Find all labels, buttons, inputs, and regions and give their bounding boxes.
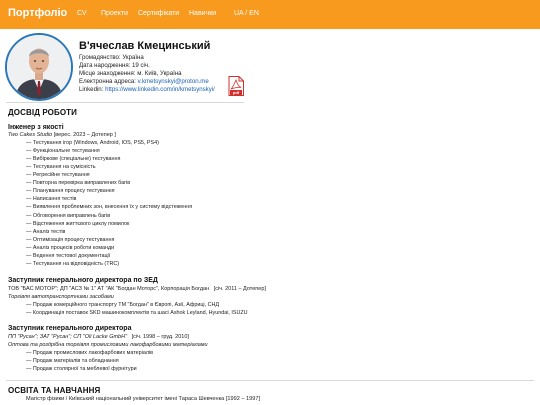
profile-email-row bbox=[79, 78, 209, 86]
task-item: — Повторна перевірка виправлених багів bbox=[26, 180, 130, 187]
nav-link-language[interactable]: UA / EN bbox=[234, 10, 259, 17]
job-1-meta bbox=[8, 132, 116, 139]
task-item: — Виявлення проблемних зон, внесення їх у систему відстеження bbox=[26, 204, 192, 211]
job-3-title: Заступник генерального директора bbox=[8, 325, 132, 332]
profile-name: В'ячеслав Кмецинський bbox=[79, 40, 211, 52]
linkedin-label: Linkedin: bbox=[79, 86, 106, 93]
pdf-icon-label: pdf bbox=[232, 90, 240, 95]
task-item: — Відстеження життєвого циклу помилок bbox=[26, 221, 129, 228]
education-divider bbox=[6, 380, 534, 381]
job-2-period: [січ. 2011 – Дотепер] bbox=[213, 286, 266, 292]
nav-link-certificates[interactable]: Сертифікати bbox=[138, 10, 180, 17]
education-section-title: ОСВІТА ТА НАВЧАННЯ bbox=[8, 386, 101, 395]
task-item: — Продаж столярної та меблевої фурнітури bbox=[26, 366, 137, 373]
task-item: — Аналіз тестів bbox=[26, 229, 65, 236]
job-3-period: [січ. 1998 – груд. 2010] bbox=[131, 334, 189, 340]
experience-section-title: ДОСВІД РОБОТИ bbox=[8, 108, 77, 117]
job-2-industry-text: Торгівля автотранспортними засобами bbox=[8, 294, 114, 300]
task-item: — Тестування на відповідність (TRC) bbox=[26, 261, 119, 268]
task-item: — Продаж комерційного транспорту ТМ "Богдан" в Європі, Азії, Африці, СНД bbox=[26, 302, 219, 309]
education-entry: Магістр фізики / Київський національний університет імені Тараса Шевченка [1992 – 1997] bbox=[26, 396, 261, 402]
email-label: Електронна адреса: bbox=[79, 78, 138, 85]
profile-location: Місце знаходження: м. Київ, Україна bbox=[79, 70, 182, 77]
nav-link-projects[interactable]: Проекти bbox=[101, 10, 128, 17]
task-item: — Координація поставок SKD машинокомплектів та шасі Ashok Leyland, Hyundai, ISUZU bbox=[26, 310, 248, 317]
task-item: — Ведення тестової документації bbox=[26, 253, 110, 260]
brand-logo[interactable]: Портфоліо bbox=[8, 7, 68, 19]
email-link[interactable]: v.kmetsynskyi@proton.me bbox=[137, 78, 209, 85]
task-item: — Тестування на сумісність bbox=[26, 164, 96, 171]
job-1-title: Інженер з якості bbox=[8, 124, 64, 131]
nav-link-skills[interactable]: Навички bbox=[189, 10, 217, 17]
task-item: — Регресійне тестування bbox=[26, 172, 90, 179]
header-divider bbox=[6, 102, 244, 103]
profile-birthdate: Дата народження: 19 січ. bbox=[79, 62, 150, 69]
task-item: — Функціональне тестування bbox=[26, 148, 100, 155]
job-1-period: [верес. 2023 – Дотепер ] bbox=[53, 132, 116, 138]
profile-citizenship: Громадянство: Україна bbox=[79, 54, 144, 61]
task-item: — Оптимізація процесу тестування bbox=[26, 237, 114, 244]
task-item: — Написання тестів bbox=[26, 196, 76, 203]
job-2-meta bbox=[8, 286, 266, 293]
job-2-company: ТОВ "БАС МОТОР"; ДП "АСЗ № 1" АТ "АК "Богдан Моторс", Корпорація Богдан bbox=[8, 286, 210, 292]
task-item: — Аналіз процесів роботи команди bbox=[26, 245, 114, 252]
job-3-industry-text: Оптова та роздрібна торгівля промисловими лакофарбовими матеріалами bbox=[8, 342, 208, 348]
avatar bbox=[5, 33, 73, 101]
avatar-photo-icon bbox=[7, 35, 71, 99]
profile-linkedin-row bbox=[79, 86, 215, 94]
linkedin-link[interactable]: https://www.linkedin.com/in/kmetsynskyi/ bbox=[105, 86, 215, 93]
job-3-industry bbox=[8, 342, 208, 349]
task-item: — Вибіркове (спеціальне) тестування bbox=[26, 156, 120, 163]
pdf-icon bbox=[228, 76, 244, 96]
navbar bbox=[0, 0, 540, 29]
task-item: — Продаж матеріалів та обладнання bbox=[26, 358, 119, 365]
task-item: — Тестування ігор (Windows, Android, IOS, PS5, PS4) bbox=[26, 140, 159, 147]
job-3-company: ПП "Русан"; ЗАТ "Русан"; СП "Oli Lacke GmbH" bbox=[8, 334, 128, 340]
job-2-industry bbox=[8, 294, 114, 301]
nav-link-cv[interactable]: CV bbox=[77, 10, 87, 17]
task-item: — Обговорення виправлень багів bbox=[26, 213, 110, 220]
pdf-download-button[interactable] bbox=[228, 76, 244, 96]
task-item: — Планування процесу тестування bbox=[26, 188, 115, 195]
job-1-company: Two Cakes Studio bbox=[8, 132, 53, 138]
job-3-meta bbox=[8, 334, 189, 341]
task-item: — Продаж промислових лакофарбових матеріалів bbox=[26, 350, 153, 357]
job-2-title: Заступник генерального директора по ЗЕД bbox=[8, 277, 158, 284]
